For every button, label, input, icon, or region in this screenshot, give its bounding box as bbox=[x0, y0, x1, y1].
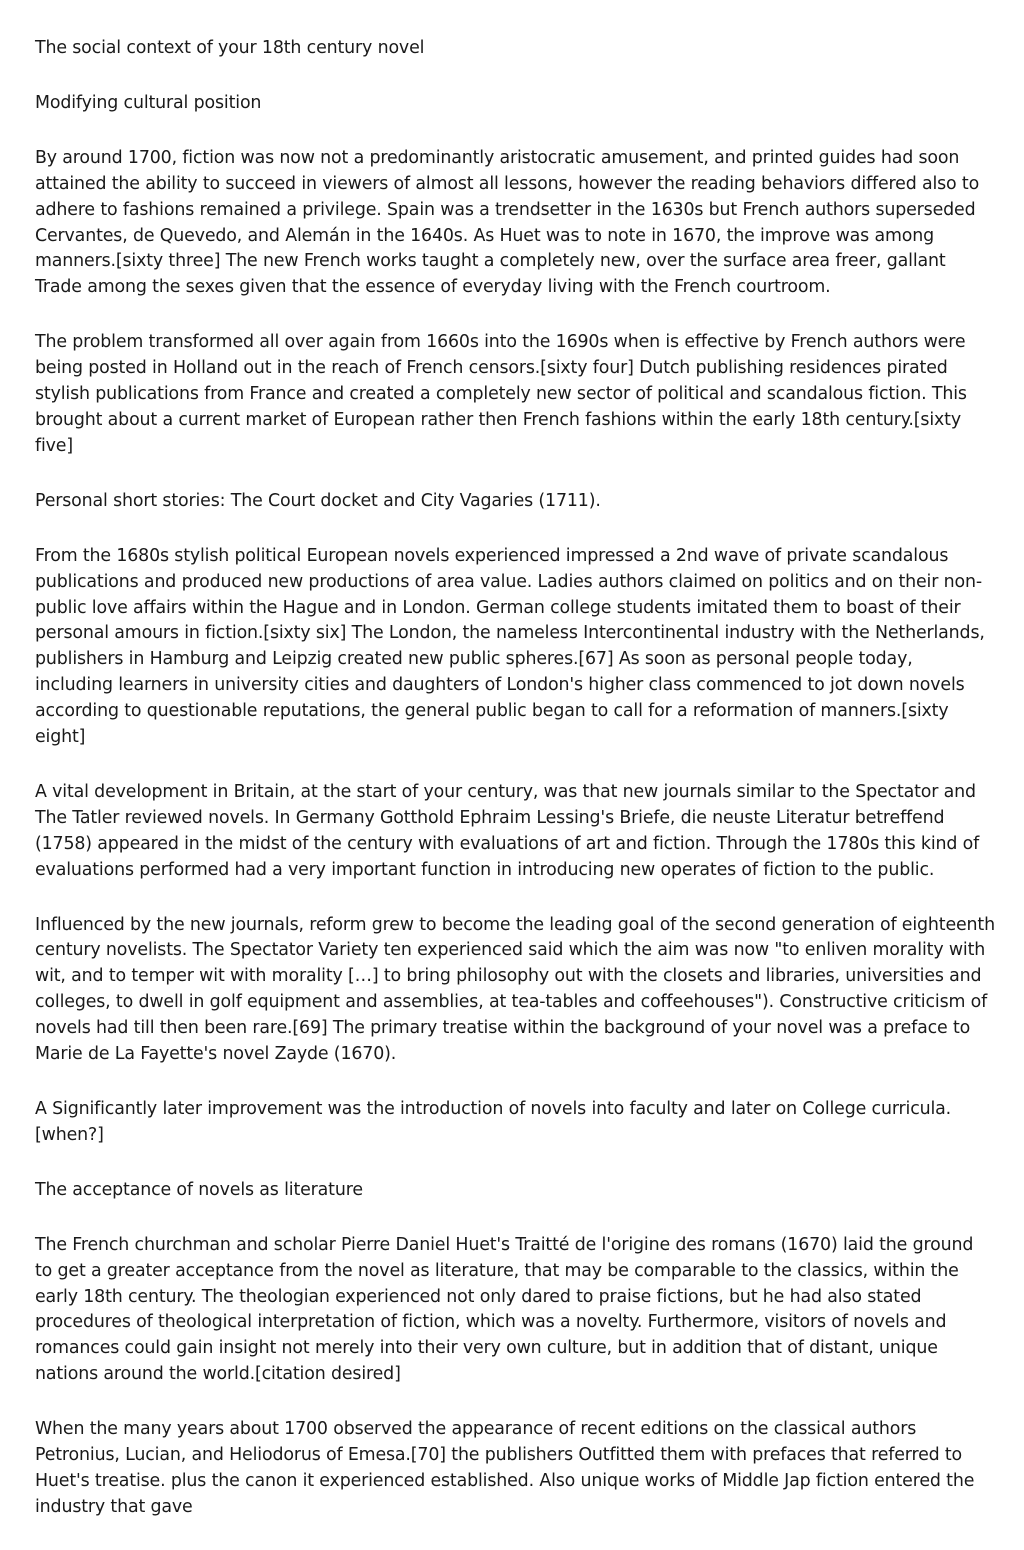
document-body bbox=[35, 36, 995, 1550]
section-heading: The acceptance of novels as literature bbox=[35, 1179, 363, 1200]
section-heading: Personal short stories: The Court docket and City Vagaries (1711). bbox=[35, 490, 601, 511]
paragraph: Influenced by the new journals, reform grew to become the leading goal of the second generation of eighteenth century novelists. The Spectator Variety ten experienced said which the aim was now "to enliven morality with wit, and to temper wit with morality […] to bring philosophy out with the closets and libraries, universities and colleges, to dwell in golf equipment and assemblies, at tea-tables and coffeehouses"). Constructive criticism of novels had till then been rare.[69] The primary treatise within the background of your novel was a preface to Marie de La Fayette's novel Zayde (1670). bbox=[35, 914, 995, 1065]
paragraph: A vital development in Britain, at the start of your century, was that new journals similar to the Spectator and The Tatler reviewed novels. In Germany Gotthold Ephraim Lessing's Briefe, die neuste Literatur betreffend (1758) appeared in the midst of the century with evaluations of art and fiction. Through the 1780s this kind of evaluations performed had a very important function in introducing new operates of fiction to the public. bbox=[35, 781, 980, 880]
section-heading: Modifying cultural position bbox=[35, 92, 262, 113]
document-title: The social context of your 18th century novel bbox=[35, 38, 425, 58]
paragraph: From the 1680s stylish political European novels experienced impressed a 2nd wave of private scandalous publications and produced new productions of area value. Ladies authors claimed on politics and on their non-public love affairs within the Hague and in London. German college students imitated them to boast of their personal amours in fiction.[sixty six] The London, the nameless Intercontinental industry with the Netherlands, publishers in Hamburg and Leipzig created new public spheres.[67] As soon as personal people today, including learners in university cities and daughters of London's higher class commenced to jot down novels according to questionable reputations, the general public began to call for a reformation of manners.[sixty eight] bbox=[35, 545, 985, 748]
paragraph: When the many years about 1700 observed the appearance of recent editions on the classical authors Petronius, Lucian, and Heliodorus of Emesa.[70] the publishers Outfitted them with prefaces that referred to Huet's treatise. plus the canon it experienced established. Also unique works of Middle Jap fiction entered the industry that gave bbox=[35, 1419, 975, 1517]
paragraph: The problem transformed all over again from 1660s into the 1690s when is effective by French authors were being posted in Holland out in the reach of French censors.[sixty four] Dutch publishing residences pirated stylish publications from France and created a completely new sector of political and scandalous fiction. This brought about a current market of European rather then French fashions within the early 18th century.[sixty five] bbox=[35, 332, 967, 456]
paragraph: The French churchman and scholar Pierre Daniel Huet's Traitté de l'origine des romans (1670) laid the ground to get a greater acceptance from the novel as literature, that may be comparable to the classics, within the early 18th century. The theologian experienced not only dared to praise fictions, but he had also stated procedures of theological interpretation of fiction, which was a novelty. Furthermore, visitors of novels and romances could gain insight not merely into their very own culture, but in addition that of distant, unique nations around the world.[citation desired] bbox=[35, 1234, 974, 1385]
paragraph: By around 1700, fiction was now not a predominantly aristocratic amusement, and printed guides had soon attained the ability to succeed in viewers of almost all lessons, however the reading behaviors differed also to adhere to fashions remained a privilege. Spain was a trendsetter in the 1630s but French authors superseded Cervantes, de Quevedo, and Alemán in the 1640s. As Huet was to note in 1670, the improve was among manners.[sixty three] The new French works taught a completely new, over the surface area freer, gallant Trade among the sexes given that the essence of everyday living with the French courtroom. bbox=[35, 147, 980, 298]
paragraph: A Significantly later improvement was the introduction of novels into faculty and later on College curricula.[when?] bbox=[35, 1099, 952, 1145]
